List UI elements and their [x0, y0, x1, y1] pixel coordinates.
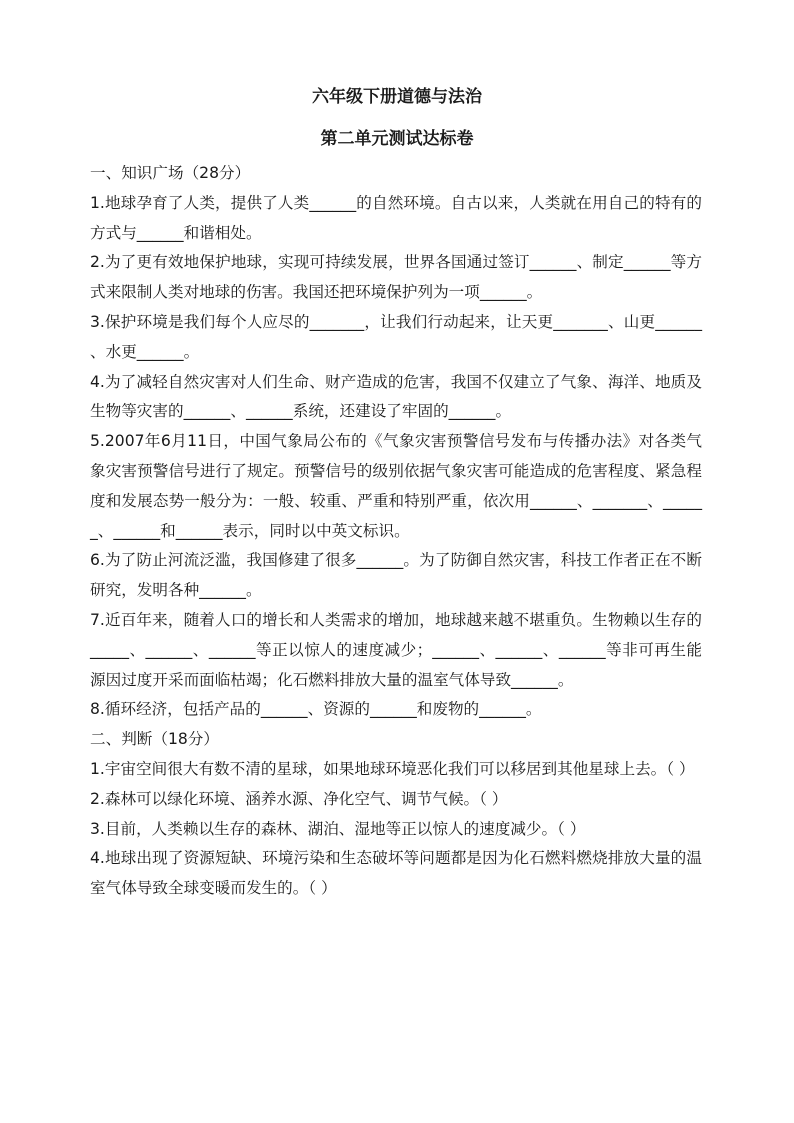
- page-subtitle: 第二单元测试达标卷: [320, 129, 474, 149]
- judgement-item: 1.宇宙空间很大有数不清的星球，如果地球环境恶化我们可以移居到其他星球上去。（ ）: [90, 759, 695, 778]
- question-item: 5.2007年6月11日，中国气象局公布的《气象灾害预警信号发布与传播办法》对各类气象灾害预警信号进行了规定。预警信号的级别依据气象灾害可能造成的危害程度、紧急程度和发展态势一般分为：一般、较重、严重和特别严重，依次用______、_______、______、______和______表示，同时以中英文标识。: [90, 432, 702, 540]
- question-item: 8.循环经济，包括产品的______、资源的______和废物的______。: [90, 700, 542, 719]
- judgement-item: 3.目前，人类赖以生存的森林、湖泊、湿地等正以惊人的速度减少。（ ）: [90, 819, 586, 838]
- question-item: 7.近百年来，随着人口的增长和人类需求的增加，地球越来越不堪重负。生物赖以生存的 _____、______、______等正以惊人的速度减少；______、______、______等非可再生能源因过度开采而面临枯竭；化石燃料排放大量的温室气体导致______。: [90, 610, 702, 689]
- exam-content: [90, 159, 702, 904]
- question-item: 4.为了减轻自然灾害对人们生命、财产造成的危害，我国不仅建立了气象、海洋、地质及生物等灾害的______、______系统，还建设了牢固的______。: [90, 372, 702, 421]
- question-item: 3.保护环境是我们每个人应尽的_______，让我们行动起来，让天更_______、山更______ 、水更______。: [90, 312, 702, 361]
- question-item: 2.为了更有效地保护地球，实现可持续发展，世界各国通过签订______、制定______等方式来限制人类对地球的伤害。我国还把环境保护列为一项______。: [90, 253, 702, 302]
- judgement-item: 4.地球出现了资源短缺、环境污染和生态破坏等问题都是因为化石燃料燃烧排放大量的温室气体导致全球变暖而发生的。（ ）: [90, 849, 702, 898]
- section-heading-knowledge: 一、知识广场（28分）: [90, 164, 251, 182]
- question-item: 6.为了防止河流泛滥，我国修建了很多______。为了防御自然灾害，科技工作者正在不断研究，发明各种______。: [90, 551, 702, 600]
- question-item: 1.地球孕育了人类，提供了人类______的自然环境。自古以来，人类就在用自己的特有的方式与______和谐相处。: [90, 193, 702, 242]
- page-title: 六年级下册道德与法治: [312, 87, 482, 107]
- section-heading-judgement: 二、判断（18分）: [90, 730, 219, 749]
- judgement-item: 2.森林可以绿化环境、涵养水源、净化空气、调节气候。（ ）: [90, 789, 508, 808]
